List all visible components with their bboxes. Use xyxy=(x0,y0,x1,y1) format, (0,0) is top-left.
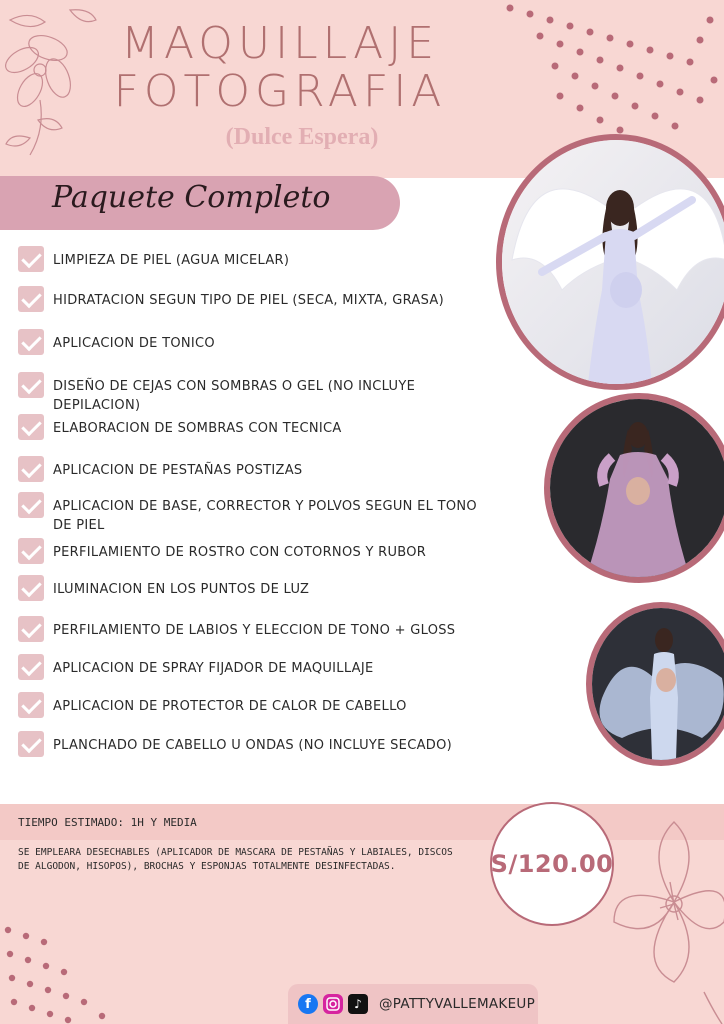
floral-decoration-bottom-right xyxy=(604,812,724,1024)
subtitle: (Dulce Espera) xyxy=(225,124,379,150)
disposables-note: SE EMPLEARA DESECHABLES (APLICADOR DE MASCARA DE PESTAÑAS Y LABIALES, DISCOS DE ALGODON, HISOPOS), BROCHAS Y ESPONJAS TOTALMENTE DESINFECTADAS. xyxy=(18,847,453,872)
list-item-text: PLANCHADO DE CABELLO U ONDAS (NO INCLUYE SECADO) xyxy=(53,738,452,753)
checkbox-icon xyxy=(18,538,44,564)
price-label: S/120.00 xyxy=(490,850,614,878)
checkbox-icon xyxy=(18,329,44,355)
list-item xyxy=(18,731,498,757)
list-item xyxy=(18,456,498,482)
dot-pattern-bottom-left xyxy=(0,920,130,1024)
list-item-text: PERFILAMIENTO DE LABIOS Y ELECCION DE TONO + GLOSS xyxy=(53,623,456,638)
social-bar xyxy=(288,984,538,1024)
tiktok-icon[interactable]: ♪ xyxy=(348,994,368,1014)
title-line-1: MAQUILLAJE xyxy=(120,18,440,69)
photo-maternity-blue xyxy=(586,602,724,766)
list-item xyxy=(18,654,498,680)
estimated-time: TIEMPO ESTIMADO: 1H Y MEDIA xyxy=(18,816,197,829)
list-item xyxy=(18,286,498,312)
list-item-text: APLICACION DE PESTAÑAS POSTIZAS xyxy=(53,463,303,478)
list-item xyxy=(18,492,478,535)
checkbox-icon xyxy=(18,456,44,482)
list-item-text: HIDRATACION SEGUN TIPO DE PIEL (SECA, MIXTA, GRASA) xyxy=(53,293,444,308)
list-item-text: APLICACION DE BASE, CORRECTOR Y POLVOS SEGUN EL TONO DE PIEL xyxy=(53,499,477,533)
list-item xyxy=(18,246,498,272)
list-item xyxy=(18,616,498,642)
checkbox-icon xyxy=(18,286,44,312)
list-item xyxy=(18,575,498,601)
photo-maternity-lilac xyxy=(544,393,724,583)
list-item-text: PERFILAMIENTO DE ROSTRO CON COTORNOS Y RUBOR xyxy=(53,545,427,560)
list-item-text: APLICACION DE SPRAY FIJADOR DE MAQUILLAJE xyxy=(53,661,374,676)
checkbox-icon xyxy=(18,372,44,398)
list-item xyxy=(18,414,498,440)
checkbox-icon xyxy=(18,692,44,718)
checkbox-icon xyxy=(18,246,44,272)
list-item-text: DISEÑO DE CEJAS CON SOMBRAS O GEL (NO INCLUYE DEPILACION) xyxy=(53,379,416,413)
list-item-text: APLICACION DE PROTECTOR DE CALOR DE CABELLO xyxy=(53,699,407,714)
checkbox-icon xyxy=(18,492,44,518)
checkbox-icon xyxy=(18,616,44,642)
title-line-2: FOTOGRAFIA xyxy=(113,66,447,117)
list-item xyxy=(18,692,498,718)
list-item-text: ELABORACION DE SOMBRAS CON TECNICA xyxy=(53,421,342,436)
list-item xyxy=(18,329,498,355)
list-item xyxy=(18,538,498,564)
checkbox-icon xyxy=(18,575,44,601)
facebook-icon[interactable]: f xyxy=(298,994,318,1014)
checkbox-icon xyxy=(18,654,44,680)
price-badge xyxy=(490,802,614,926)
instagram-icon[interactable] xyxy=(323,994,343,1014)
social-handle[interactable]: @PATTYVALLEMAKEUP xyxy=(379,996,536,1012)
photo-maternity-wings xyxy=(496,134,724,390)
checkbox-icon xyxy=(18,731,44,757)
list-item-text: APLICACION DE TONICO xyxy=(53,336,215,351)
list-item xyxy=(18,372,498,415)
list-item-text: LIMPIEZA DE PIEL (AGUA MICELAR) xyxy=(53,253,290,268)
package-label: Paquete Completo xyxy=(52,180,331,215)
list-item-text: ILUMINACION EN LOS PUNTOS DE LUZ xyxy=(53,582,310,597)
checkbox-icon xyxy=(18,414,44,440)
